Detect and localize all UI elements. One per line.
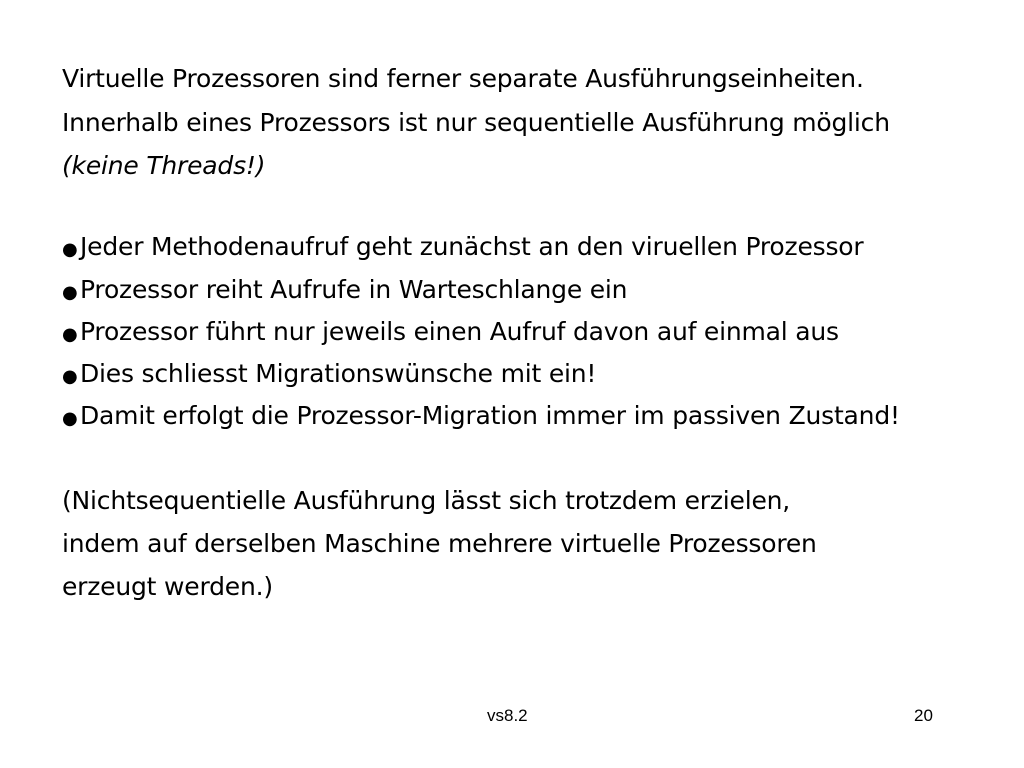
bullet-text: Prozessor reiht Aufrufe in Warteschlange ein [80,275,628,304]
note-line-1: (Nichtsequentielle Ausführung lässt sich trotzdem erzielen, [62,486,791,515]
note-line-3: erzeugt werden.) [62,572,273,601]
bullet-item [62,270,627,313]
bullet-marker: ● [62,366,78,387]
bullet-text: Jeder Methodenaufruf geht zunächst an den viruellen Prozessor [80,232,864,261]
page-number: 20 [914,706,933,725]
intro-line-1: Virtuelle Prozessoren sind ferner separate Ausführungseinheiten. [62,64,864,93]
bullet-item [62,396,900,439]
note-line-2: indem auf derselben Maschine mehrere virtuelle Prozessoren [62,529,817,558]
bullet-text: Damit erfolgt die Prozessor-Migration immer im passiven Zustand! [80,401,900,430]
bullet-text: Dies schliesst Migrationswünsche mit ein! [80,359,597,388]
bullet-item [62,354,596,397]
bullet-marker: ● [62,239,78,260]
footer-label: vs8.2 [487,706,528,725]
intro-line-3: (keine Threads!) [62,151,266,180]
bullet-marker: ● [62,282,78,303]
intro-line-2: Innerhalb eines Prozessors ist nur sequentielle Ausführung möglich [62,108,890,137]
bullet-text: Prozessor führt nur jeweils einen Aufruf davon auf einmal aus [80,317,839,346]
bullet-item [62,312,839,355]
bullet-item [62,227,863,270]
bullet-marker: ● [62,408,78,429]
bullet-marker: ● [62,324,78,345]
